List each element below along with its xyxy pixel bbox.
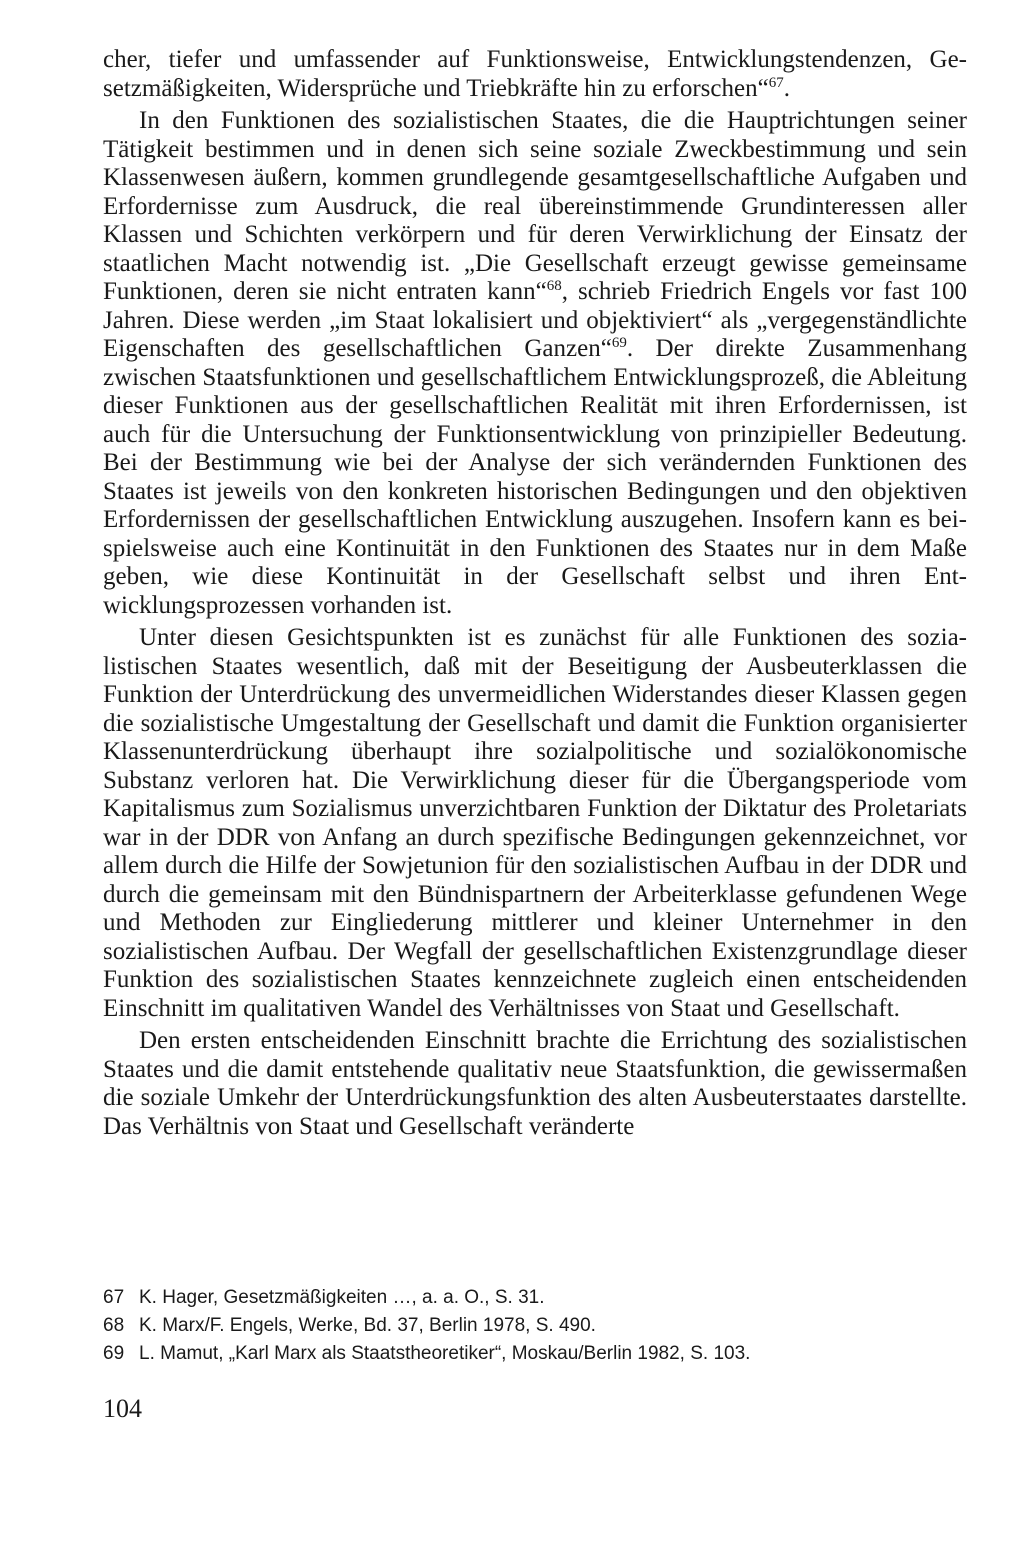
footnote-text: K. Marx/F. Engels, Werke, Bd. 37, Berlin 1978, S. 490. — [139, 1315, 596, 1336]
paragraph-text: , schrieb Friedrich Engels vor fast 100 Jahren. Diese werden „im Staat lokalisiert und objektiviert“ als „vergegenständlichte Eigenschaften des gesellschaftlichen Ganzen“ — [103, 278, 967, 362]
footnote-number: 68 — [103, 1315, 125, 1336]
footnote-number: 67 — [103, 1287, 125, 1308]
paragraph — [103, 46, 967, 103]
footnote-number: 69 — [103, 1343, 125, 1364]
paragraph-text: . — [783, 74, 790, 102]
page-number: 104 — [103, 1394, 142, 1423]
paragraph-text: Den ersten entscheidenden Einschnitt brachte die Errichtung des sozialistischen Staates und die damit entstehende qualitativ neue Staatsfunktion, die gewissermaßen die soziale Umkehr der Unterdrückungsfunktion des alten Ausbeuterstaates darstellte. Das Verhältnis von Staat und Gesellschaft veränderte — [103, 1027, 967, 1140]
footnote-reference: 69 — [611, 335, 627, 351]
footnotes — [103, 1284, 967, 1368]
footnote — [103, 1340, 967, 1368]
footnote-reference: 67 — [768, 74, 784, 91]
footnote-text: L. Mamut, „Karl Marx als Staatstheoretiker“, Moskau/Berlin 1982, S. 103. — [139, 1343, 751, 1364]
paragraph — [103, 107, 967, 620]
book-page — [103, 0, 967, 1544]
footnote — [103, 1284, 967, 1312]
paragraph — [103, 624, 967, 1023]
footnote-reference: 68 — [546, 278, 562, 294]
paragraph — [103, 1027, 967, 1141]
footnote — [103, 1312, 967, 1340]
footnote-text: K. Hager, Gesetzmäßigkeiten …, a. a. O., S. 31. — [139, 1287, 545, 1308]
paragraph-text: . Der direkte Zusammenhang zwischen Staatsfunktionen und gesellschaftlichem Entwicklungsprozeß, die Ableitung dieser Funktionen aus der gesellschaftlichen Realität mit ihren Erfordernissen, ist auch für die Untersuchung der Funktionsentwicklung von prinzipieller Bedeutung. Bei der Bestimmung wie bei der Analyse der sich verändernden Funktionen des Staates ist jeweils von den konkreten historischen Bedingungen und den objektiven Erfordernissen der gesellschaftlichen Entwicklung auszugehen. Insofern kann es beispielsweise auch eine Kontinuität in den Funktionen des Staates nur in dem Maße geben, wie diese Kontinuität in der Gesellschaft selbst und ihren Entwicklungsprozessen vorhanden ist. — [103, 335, 967, 619]
paragraph-text: cher, tiefer und umfassender auf Funktionsweise, Entwicklungstendenzen, Gesetzmäßigkeiten, Widersprüche und Triebkräfte hin zu erforschen“ — [103, 46, 967, 102]
body-text — [103, 46, 967, 1141]
paragraph-text: Unter diesen Gesichtspunkten ist es zunächst für alle Funktionen des sozialistischen Staates wesentlich, daß mit der Beseitigung der Ausbeuterklassen die Funktion der Unterdrückung des unvermeidlichen Widerstandes dieser Klassen gegen die sozialistische Umgestaltung der Gesellschaft und damit die Funktion organisierter Klassenunterdrückung überhaupt ihre sozialpolitische und sozialökonomische Substanz verloren hat. Die Verwirklichung dieser für die Übergangsperiode vom Kapitalismus zum Sozialismus unverzichtbaren Funktion der Diktatur des Proletariats war in der DDR von Anfang an durch spezifische Bedingungen gekennzeichnet, vor allem durch die Hilfe der Sowjetunion für den sozialistischen Aufbau in der DDR und durch die gemeinsam mit den Bündnispartnern der Arbeiterklasse gefundenen Wege und Methoden zur Eingliederung mittlerer und kleiner Unternehmer in den sozialistischen Aufbau. Der Wegfall der gesellschaftlichen Existenzgrundlage dieser Funktion des sozialistischen Staates kennzeichnete zugleich einen entscheidenden Einschnitt im qualitativen Wandel des Verhältnisses von Staat und Gesellschaft. — [103, 624, 967, 1022]
paragraph-text: In den Funktionen des sozialistischen Staates, die die Hauptrichtungen seiner Tätigkeit bestimmen und in denen sich seine soziale Zweckbestimmung und sein Klassenwesen äußern, kommen grundlegende gesamtgesellschaftliche Aufgaben und Erfordernisse zum Ausdruck, die real übereinstimmende Grundinteressen aller Klassen und Schichten verkörpern und für deren Verwirklichung der Einsatz der staatlichen Macht notwendig ist. „Die Gesellschaft erzeugt gewisse gemeinsame Funktionen, deren sie nicht entraten kann“ — [103, 107, 967, 305]
